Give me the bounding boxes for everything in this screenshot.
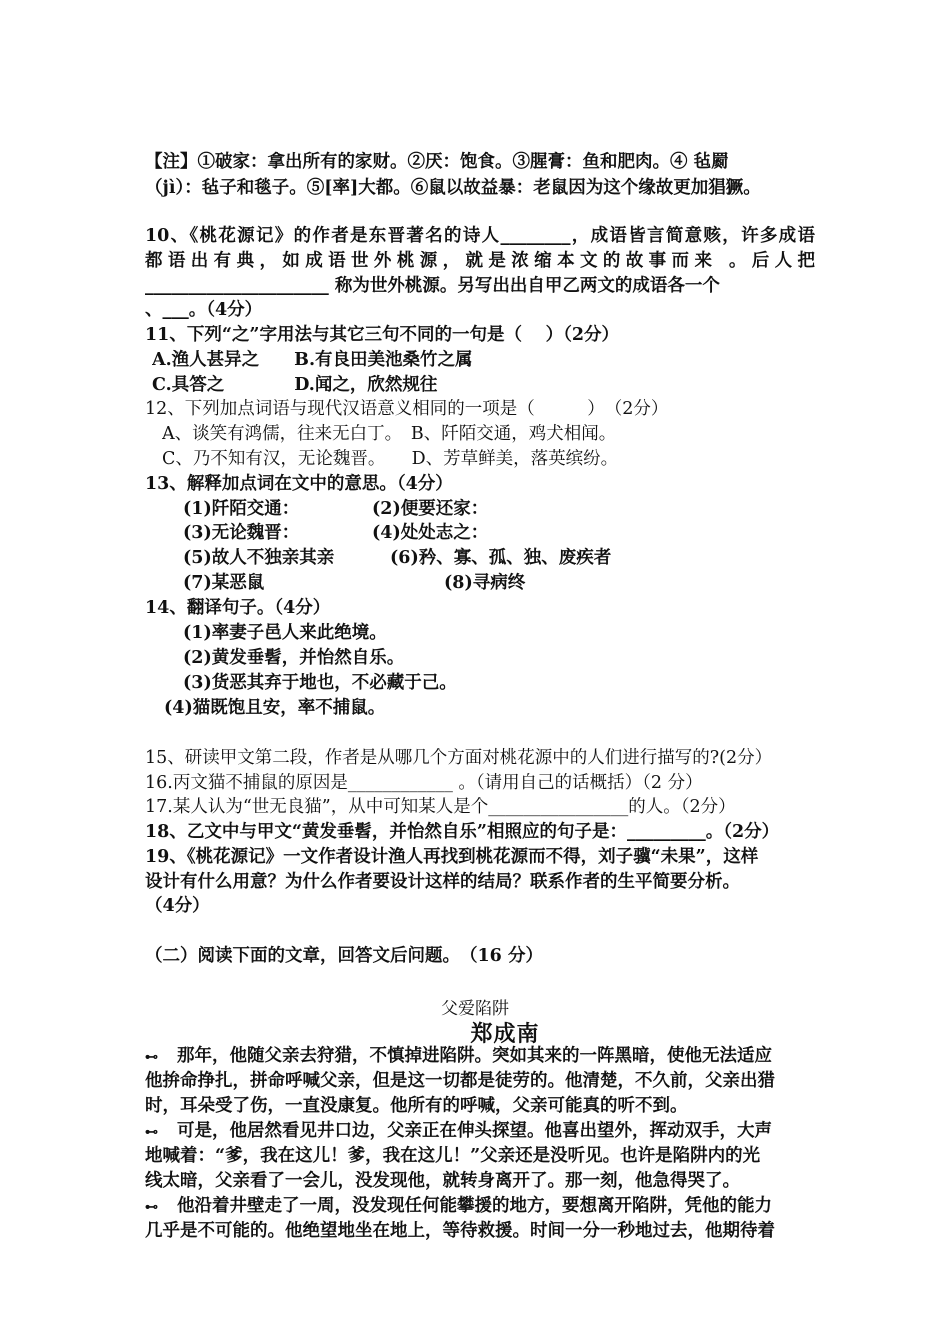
paragraph-1-line-3: 时，耳朵受了伤，一直没康复。他所有的呼喊，父亲可能真的听不到。 [145, 1096, 688, 1116]
annotation-line-1: 【注】①破家：拿出所有的家财。②厌：饱食。③腥膏：鱼和肥肉。④ 毡罽 [145, 152, 729, 172]
annotation-line-2: （jì）：毡子和毯子。⑤[率]大都。⑥鼠以故益暴：老鼠因为这个缘故更加猖獗。 [145, 178, 761, 198]
question-13-item-2: (2)便要还家： [372, 499, 489, 519]
question-18: 18、乙文中与甲文“黄发垂髫，并怡然自乐”相照应的句子是：_________。（2分） [145, 822, 780, 842]
question-19-line-3: （4分） [145, 896, 210, 916]
question-11: 11、下列“之”字用法与其它三句不同的一句是（ ）（2分） [145, 325, 620, 345]
question-15: 15、研读甲文第二段，作者是从哪几个方面对桃花源中的人们进行描写的?(2分） [145, 748, 773, 768]
paragraph-2-line-1 [145, 1119, 815, 1145]
paragraph-text: 可是，他居然看见井口边，父亲正在伸头探望。他喜出望外，挥动双手，大声 [177, 1121, 772, 1141]
paragraph-1-line-2: 他拚命挣扎，拼命呼喊父亲，但是这一切都是徒劳的。他清楚，不久前，父亲出猎 [145, 1071, 775, 1091]
question-12-options-cd: C、乃不知有汉，无论魏晋。 D、芳草鲜美，落英缤纷。 [162, 449, 619, 469]
paragraph-marker: ⊷ [145, 1125, 158, 1140]
question-14-item-1: (1)率妻子邑人来此绝境。 [183, 623, 387, 643]
section-2-heading: （二）阅读下面的文章，回答文后问题。 （16 分） [145, 946, 543, 966]
question-12: 12、下列加点词语与现代汉语意义相同的一项是（ ） （2分） [145, 399, 669, 419]
question-13-item-7: (7)某恶鼠 [183, 573, 265, 593]
question-16: 16.丙文猫不捕鼠的原因是____________ 。（请用自己的话概括）（2 分） [145, 773, 703, 793]
question-12-options-ab: A、谈笑有鸿儒，往来无白丁。 B、阡陌交通，鸡犬相闻。 [162, 424, 617, 444]
question-13-item-5: (5)故人不独亲其亲 [183, 548, 335, 568]
paragraph-text: 那年，他随父亲去狩猎，不慎掉进陷阱。突如其来的一阵黑暗，使他无法适应 [177, 1046, 772, 1066]
paragraph-marker: ⊷ [145, 1200, 158, 1215]
question-13: 13、解释加点词在文中的意思。（4分） [145, 474, 453, 494]
question-13-item-8: (8)寻病终 [444, 573, 526, 593]
question-14-item-4: (4)猫既饱且安，率不捕鼠。 [164, 698, 386, 718]
question-19-line-2: 设计有什么用意？为什么作者要设计这样的结局？联系作者的生平简要分析。 [145, 872, 740, 892]
paragraph-3-line-1 [145, 1194, 815, 1220]
question-13-item-4: (4)处处志之： [372, 523, 489, 543]
question-19-line-1: 19、《桃花源记》一文作者设计渔人再找到桃花源而不得，刘子骥“未果”，这样 [145, 847, 759, 867]
question-14: 14、翻译句子。（4分） [145, 598, 331, 618]
question-14-item-2: (2)黄发垂髫，并怡然自乐。 [183, 648, 405, 668]
question-13-item-1: (1)阡陌交通： [183, 499, 300, 519]
question-11-options-ab: A.渔人甚异之 B.有良田美池桑竹之属 [152, 350, 473, 370]
article-author: 郑成南 [470, 1021, 540, 1047]
question-10-line-1: 10、《桃花源记》的作者是东晋著名的诗人________，成语皆言简意赅，许多成语 [145, 226, 815, 246]
question-13-item-3: (3)无论魏晋： [183, 523, 300, 543]
paragraph-3-line-2: 几乎是不可能的。他绝望地坐在地上，等待救援。时间一分一秒地过去，他期待着 [145, 1221, 775, 1241]
paragraph-2-line-2: 地喊着：“爹，我在这儿！爹，我在这儿！”父亲还是没听见。也许是陷阱内的光 [145, 1146, 761, 1166]
paragraph-marker: ⊷ [145, 1050, 158, 1065]
paragraph-1-line-1 [145, 1044, 815, 1070]
question-11-options-cd: C.具答之 D.闻之，欣然规往 [152, 375, 438, 395]
article-title: 父爱陷阱 [441, 999, 509, 1019]
question-14-item-3: (3)货恶其弃于地也，不必藏于己。 [183, 673, 457, 693]
question-10-line-2: 都语出有典，如成语世外桃源，就是浓缩本文的故事而来 。后人把 [145, 251, 815, 271]
question-17: 17.某人认为“世无良猫”，从中可知某人是个________________的人。（2分） [145, 797, 736, 817]
paragraph-2-line-3: 线太暗，父亲看了一会儿，没发现他，就转身离开了。那一刻，他急得哭了。 [145, 1171, 740, 1191]
paragraph-text: 他沿着井壁走了一周，没发现任何能攀援的地方，要想离开陷阱，凭他的能力 [177, 1196, 772, 1216]
question-10-line-4: 、___。（4分） [145, 300, 263, 320]
question-13-item-6: (6)矜、寡、孤、独、废疾者 [390, 548, 612, 568]
question-10-line-3: _____________________ 称为世外桃源。另写出出自甲乙两文的成语各一个 [145, 276, 720, 296]
